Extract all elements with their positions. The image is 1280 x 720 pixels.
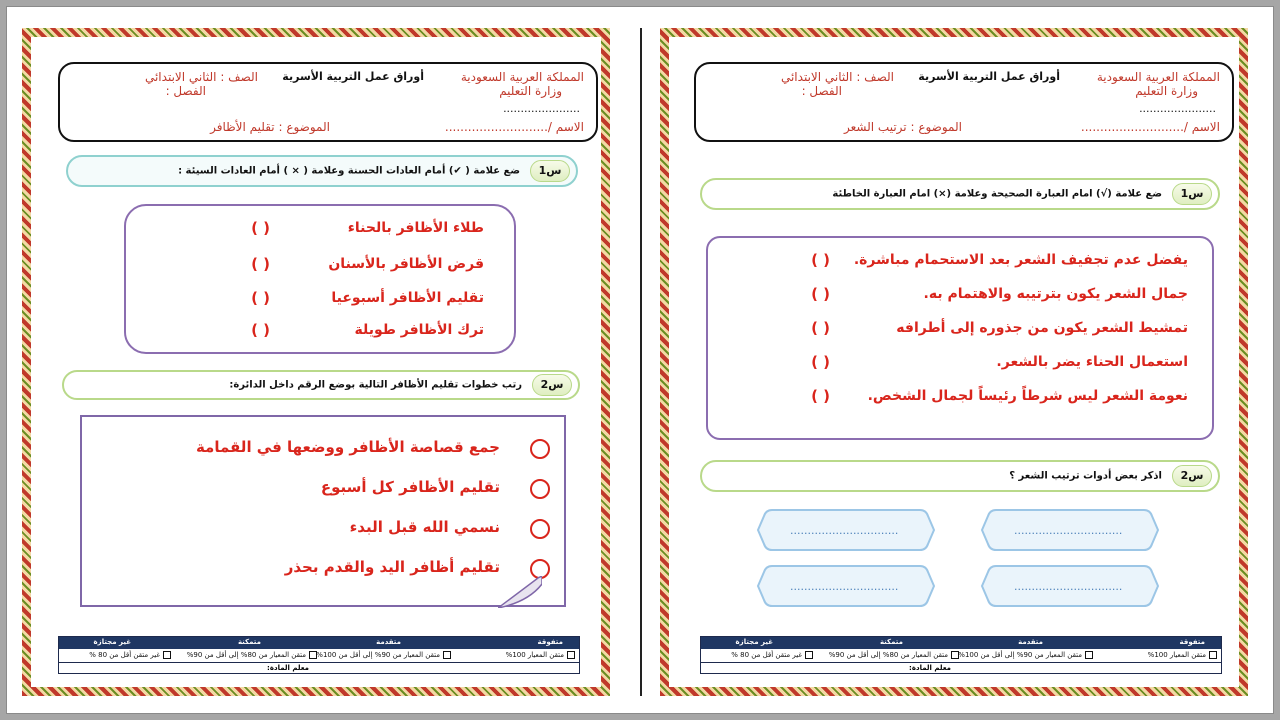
step-2: تقليم الأظافر كل أسبوع — [320, 478, 500, 496]
q2-steps-box — [80, 415, 566, 607]
q1-instruction: ضع علامة ( ✔) أمام العادات الحسنة وعلامة ( × ) أمام العادات السيئة : — [178, 165, 520, 177]
checkbox-icon[interactable] — [1085, 651, 1093, 659]
rubric-c1[interactable]: متقن المعيار 100% — [1148, 651, 1217, 659]
statement-2: قرض الأظافر بالأسنان — [328, 256, 484, 272]
checkbox-icon[interactable] — [1209, 651, 1217, 659]
teacher-label: معلم المادة: — [267, 664, 309, 672]
step-1: جمع قصاصة الأظافر ووضعها في القمامة — [195, 438, 500, 456]
rubric-table — [58, 636, 580, 674]
rubric-header — [701, 637, 1221, 649]
grade-text: الصف : الثاني الابتدائي — [144, 70, 258, 84]
answer-paren-2[interactable]: ( ) — [251, 255, 270, 273]
q1-instruction: ضع علامة (√) امام العبارة الصحيحة وعلامة (×) امام العبارة الخاطئة — [832, 188, 1162, 200]
step-3: نسمي الله قبل البدء — [349, 518, 500, 536]
answer-paren-4[interactable]: ( ) — [811, 353, 830, 371]
rubric-h-proficient: متمكنة — [879, 638, 903, 646]
header-box — [694, 62, 1234, 142]
worksheet-nails — [22, 28, 610, 696]
q2-instruction: رتب خطوات تقليم الأظافر التالية بوضع الرقم داخل الدائرة: — [229, 379, 522, 391]
checkbox-icon[interactable] — [163, 651, 171, 659]
order-circle-3[interactable] — [530, 519, 550, 539]
q2-bar — [700, 460, 1220, 492]
rubric-h-notpassed: غير مجتازة — [735, 638, 773, 646]
order-circle-1[interactable] — [530, 439, 550, 459]
grade-text: الصف : الثاني الابتدائي — [780, 70, 894, 84]
rubric-h-proficient: متمكنة — [237, 638, 261, 646]
worksheet-title: أوراق عمل التربية الأسرية — [918, 70, 1060, 83]
rubric-c3[interactable]: متقن المعيار من 80% إلى أقل من 90% — [829, 651, 959, 659]
q2-badge: س2 — [532, 374, 572, 396]
rubric-c1[interactable]: متقن المعيار 100% — [506, 651, 575, 659]
rubric-c4[interactable]: غير متقن أقل من 80 % — [89, 651, 171, 659]
ministry-text: وزارة التعليم — [499, 84, 562, 98]
statement-4: استعمال الحناء يضر بالشعر. — [996, 354, 1188, 370]
checkbox-icon[interactable] — [951, 651, 959, 659]
answer-paren-1[interactable]: ( ) — [251, 219, 270, 237]
kingdom-text: المملكة العربية السعودية — [460, 70, 584, 84]
answer-dots-4: ............................... — [790, 580, 899, 593]
answer-dots-2: ............................... — [790, 524, 899, 537]
answer-paren-2[interactable]: ( ) — [811, 285, 830, 303]
q1-bar — [700, 178, 1220, 210]
name-dots: ...................... — [1139, 102, 1216, 115]
ministry-text: وزارة التعليم — [1135, 84, 1198, 98]
statement-3: تمشيط الشعر يكون من جذوره إلى أطرافه — [896, 320, 1188, 336]
statement-5: نعومة الشعر ليس شرطاً رئيساً لجمال الشخص. — [867, 388, 1188, 404]
rubric-c2[interactable]: متقن المعيار من 90% إلى أقل من 100% — [958, 651, 1093, 659]
answer-dots-1: ............................... — [1014, 524, 1123, 537]
statement-3: تقليم الأظافر أسبوعيا — [331, 290, 484, 306]
q2-bar — [62, 370, 580, 400]
rubric-criteria-row — [59, 649, 579, 663]
answer-dots-3: ............................... — [1014, 580, 1123, 593]
section-text: الفصل : — [165, 84, 206, 98]
rubric-c3[interactable]: متقن المعيار من 80% إلى أقل من 90% — [187, 651, 317, 659]
rubric-h-advanced: متقدمة — [1018, 638, 1043, 646]
rubric-h-excellent: متفوقة — [1179, 638, 1205, 646]
topic-text: الموضوع : ترتيب الشعر — [844, 120, 962, 134]
q1-bar — [66, 155, 578, 187]
answer-paren-1[interactable]: ( ) — [811, 251, 830, 269]
rubric-header — [59, 637, 579, 649]
rubric-c4[interactable]: غير متقن أقل من 80 % — [731, 651, 813, 659]
name-field[interactable]: الاسم /........................... — [1080, 120, 1220, 134]
rubric-criteria-row — [701, 649, 1221, 663]
answer-paren-3[interactable]: ( ) — [251, 289, 270, 307]
statement-1: طلاء الأظافر بالحناء — [347, 220, 484, 236]
statement-2: جمال الشعر يكون بترتيبه والاهتمام به. — [923, 286, 1188, 302]
q1-statements-box — [124, 204, 516, 354]
teacher-label: معلم المادة: — [909, 664, 951, 672]
rubric-c2[interactable]: متقن المعيار من 90% إلى أقل من 100% — [316, 651, 451, 659]
statement-1: يفضل عدم تجفيف الشعر بعد الاستحمام مباشرة. — [853, 252, 1188, 268]
name-dots: ...................... — [503, 102, 580, 115]
rubric-table — [700, 636, 1222, 674]
step-4: تقليم أظافر اليد والقدم بحذر — [284, 558, 500, 576]
rubric-h-advanced: متقدمة — [376, 638, 401, 646]
checkbox-icon[interactable] — [567, 651, 575, 659]
checkbox-icon[interactable] — [443, 651, 451, 659]
rubric-h-notpassed: غير مجتازة — [93, 638, 131, 646]
checkbox-icon[interactable] — [309, 651, 317, 659]
checkbox-icon[interactable] — [805, 651, 813, 659]
kingdom-text: المملكة العربية السعودية — [1096, 70, 1220, 84]
q1-statements-box — [706, 236, 1214, 440]
page-divider — [640, 28, 642, 696]
q1-badge: س1 — [1172, 183, 1212, 205]
answer-paren-5[interactable]: ( ) — [811, 387, 830, 405]
q1-badge: س1 — [530, 160, 570, 182]
rubric-h-excellent: متفوقة — [537, 638, 563, 646]
answer-paren-4[interactable]: ( ) — [251, 321, 270, 339]
statement-4: ترك الأظافر طويلة — [354, 322, 484, 338]
section-text: الفصل : — [801, 84, 842, 98]
worksheet-hair — [660, 28, 1248, 696]
page-curl-icon — [498, 576, 542, 608]
name-field[interactable]: الاسم /........................... — [444, 120, 584, 134]
topic-text: الموضوع : تقليم الأظافر — [210, 120, 330, 134]
answer-paren-3[interactable]: ( ) — [811, 319, 830, 337]
order-circle-2[interactable] — [530, 479, 550, 499]
header-box — [58, 62, 598, 142]
q2-badge: س2 — [1172, 465, 1212, 487]
q2-instruction: اذكر بعض أدوات ترتيب الشعر ؟ — [1009, 470, 1162, 482]
worksheet-title: أوراق عمل التربية الأسرية — [282, 70, 424, 83]
